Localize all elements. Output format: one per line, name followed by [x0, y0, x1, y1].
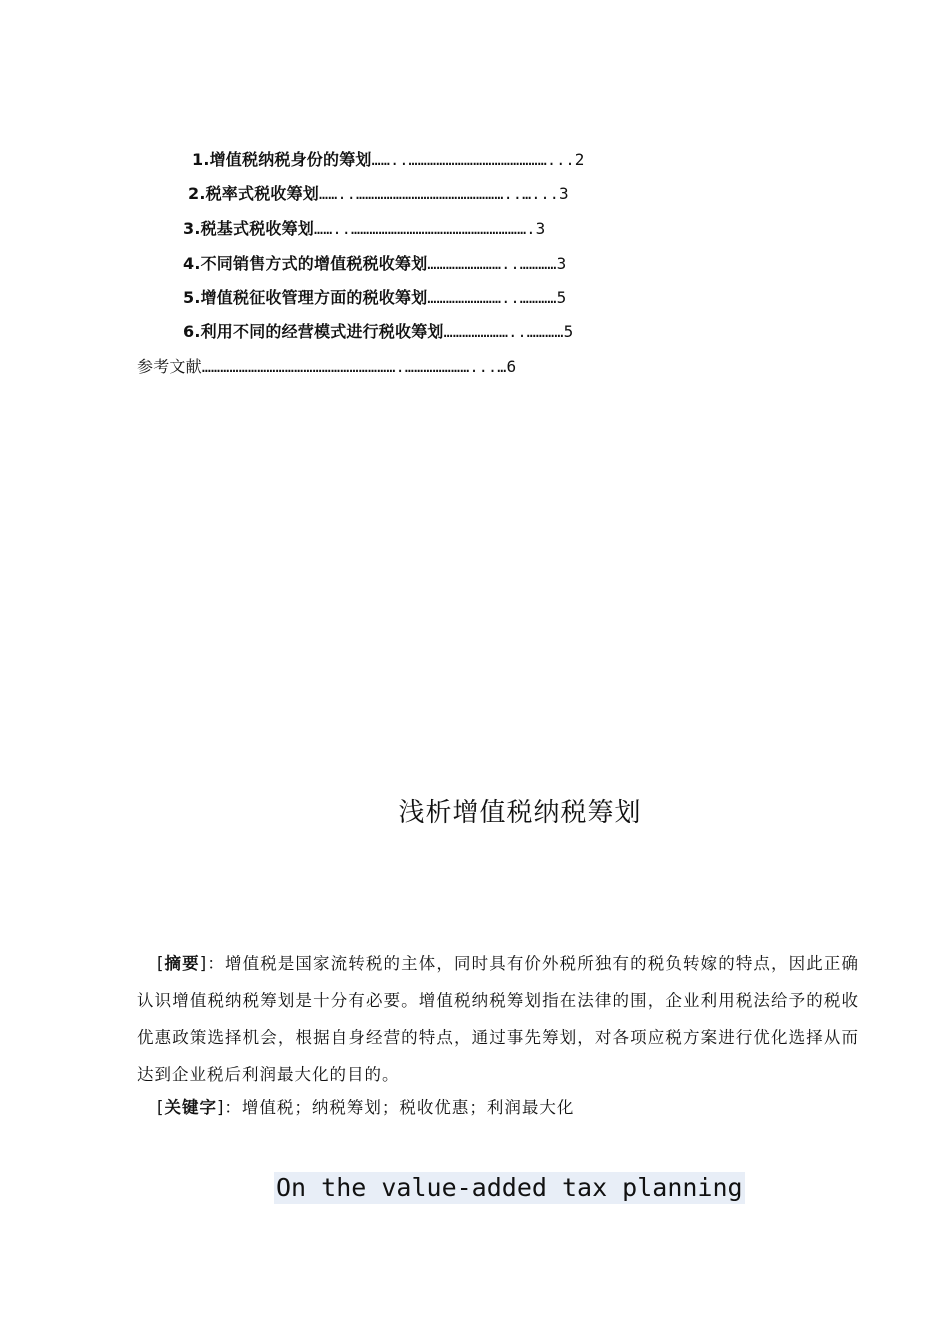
toc-entry-leader: …………………..………… — [443, 323, 564, 341]
toc-entry-title: 3.税基式税收筹划 — [183, 219, 315, 238]
english-title: On the value-added tax planning — [276, 1173, 743, 1202]
toc-entry-title: 参考文献 — [137, 357, 202, 376]
toc-entry-page: 3 — [535, 219, 546, 238]
document-title: 浅析增值税纳税筹划 — [398, 798, 642, 828]
abstract-label: 摘要 — [164, 954, 200, 973]
toc-entry[interactable] — [183, 219, 545, 239]
toc-entry[interactable] — [183, 322, 573, 342]
toc-entry[interactable] — [188, 184, 569, 204]
keywords-label: 关键字 — [164, 1098, 217, 1117]
toc-entry-title: 4.不同销售方式的增值税税收筹划 — [183, 254, 428, 273]
abstract-paragraph — [137, 945, 859, 1093]
toc-entry-page: 5 — [563, 322, 574, 341]
toc-entry-references[interactable] — [137, 357, 516, 377]
toc-entry[interactable] — [183, 288, 567, 308]
toc-entry-page: 2 — [574, 150, 585, 169]
toc-entry[interactable] — [183, 254, 567, 274]
toc-entry[interactable] — [192, 150, 585, 170]
keywords-bracket-open: [ — [157, 1098, 165, 1117]
toc-entry-leader: ……..…………………………………………………. — [314, 220, 536, 238]
toc-entry-title: 2.税率式税收筹划 — [188, 184, 320, 203]
toc-entry-page: 3 — [559, 184, 569, 203]
abstract-bracket-open: [ — [157, 954, 165, 973]
keywords-text: 增值税；纳税筹划；税收优惠；利润最大化 — [241, 1098, 575, 1117]
toc-entry-title: 1.增值税纳税身份的筹划 — [192, 150, 372, 169]
toc-entry-page: 6 — [506, 357, 517, 376]
toc-entry-leader: ……..…………………………………………..…... — [319, 185, 560, 203]
toc-entry-title: 6.利用不同的经营模式进行税收筹划 — [183, 322, 444, 341]
keywords-line — [157, 1094, 574, 1122]
toc-entry-page: 3 — [556, 254, 567, 273]
toc-entry-leader: ……………………..………… — [427, 289, 557, 307]
keywords-bracket-close: ]： — [216, 1098, 242, 1117]
toc-entry-leader: ……..………………………………………... — [371, 151, 575, 169]
abstract-text: 增值税是国家流转税的主体，同时具有价外税所独有的税负转嫁的特点，因此正确认识增值税纳税筹划是十分有必要。增值税纳税筹划指在法律的围，企业利用税法给予的税收优惠政策选择机会，根据自身经营的特点，通过事先筹划，对各项应税方案进行优化选择从而达到企业税后利润最大化的目的。 — [137, 954, 860, 1084]
toc-entry-title: 5.增值税征收管理方面的税收筹划 — [183, 288, 428, 307]
toc-entry-leader: ……………………..………… — [427, 255, 557, 273]
abstract-bracket-close: ]： — [199, 954, 225, 973]
toc-entry-leader: ……………………………………………………….…………………...… — [201, 358, 507, 376]
toc-entry-page: 5 — [556, 288, 567, 307]
